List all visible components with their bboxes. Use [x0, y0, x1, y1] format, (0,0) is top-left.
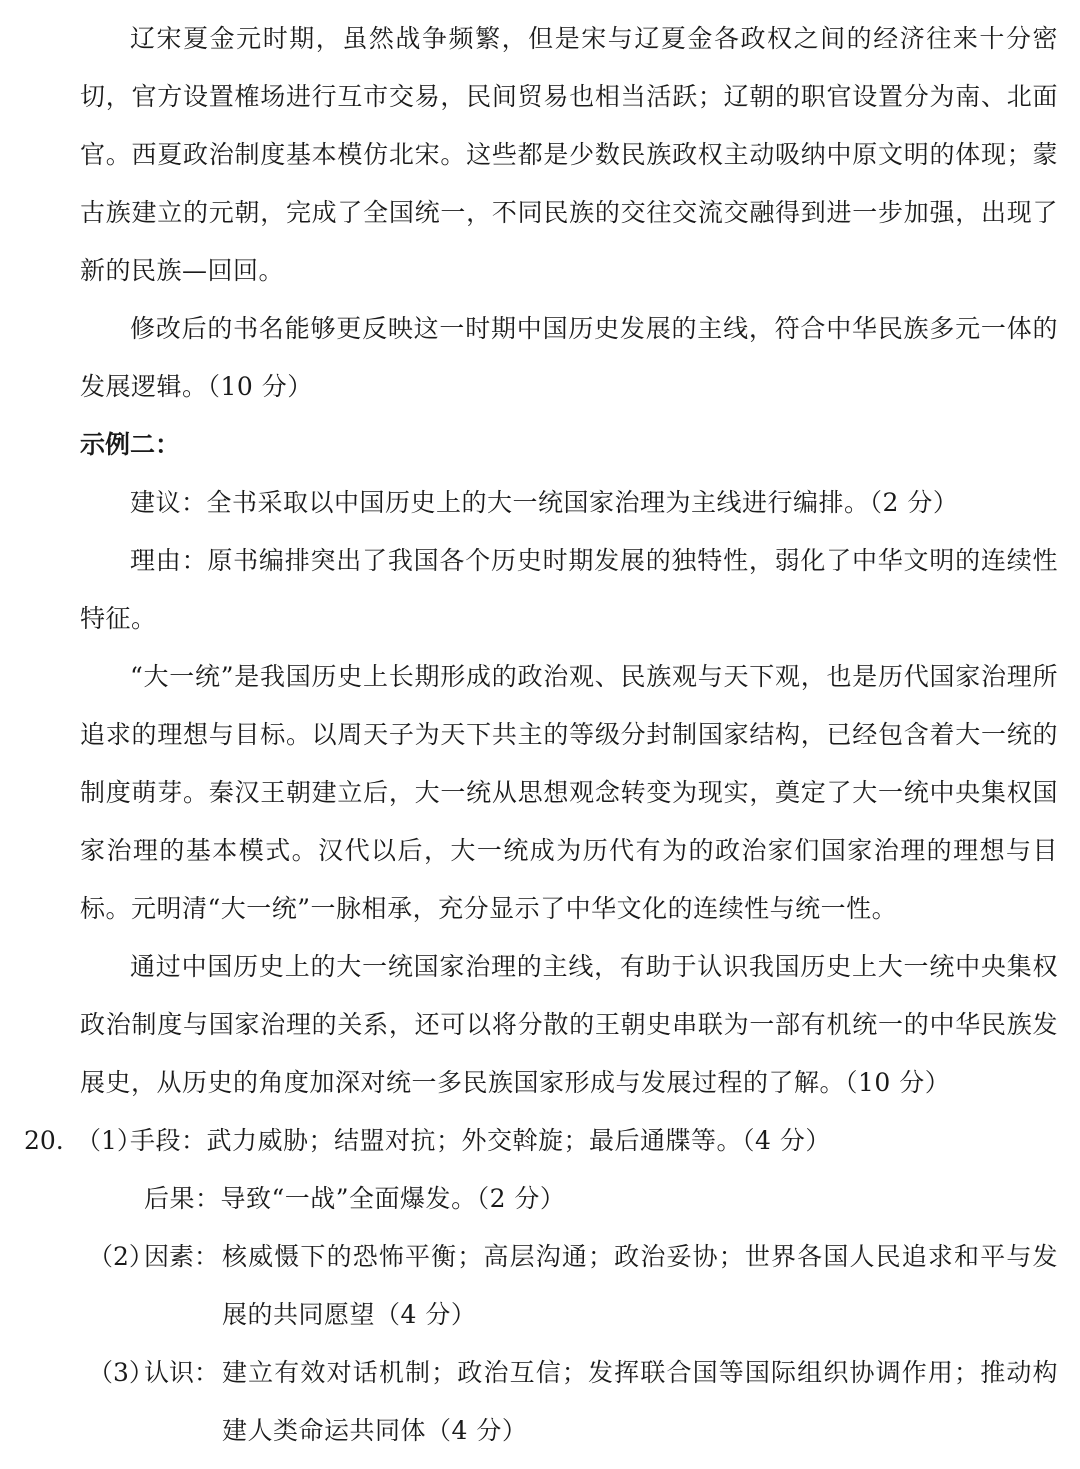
- question-number: 20.: [24, 1126, 64, 1155]
- part1-result: 后果：导致“一战”全面爆发。（2 分）: [144, 1184, 566, 1213]
- paragraph-suggestion: 建议：全书采取以中国历史上的大一统国家治理为主线进行编排。（2 分）: [130, 488, 959, 517]
- part3-head: 认识：: [144, 1358, 220, 1387]
- paragraph-grand-unification: “大一统”是我国历史上长期形成的政治观、民族观与天下观，也是历代国家治理所追求的理想与目标。以周天子为天下共主的等级分封制国家结构，已经包含着大一统的制度萌芽。秦汉王朝建立后，大一统从思想观念转变为现实，奠定了大一统中央集权国家治理的基本模式。汉代以后，大一统成为历代有为的政治家们国家治理的理想与目标。元明清“大一统”一脉相承，充分显示了中华文化的连续性与统一性。: [80, 662, 1058, 923]
- part3-text: 建立有效对话机制；政治互信；发挥联合国等国际组织协调作用；推动构建人类命运共同体（4 分）: [222, 1358, 1058, 1445]
- part2-text: 核威慑下的恐怖平衡；高层沟通；政治妥协；世界各国人民追求和平与发展的共同愿望（4 分）: [222, 1242, 1058, 1329]
- part1-label: （1）: [76, 1126, 142, 1155]
- paragraph-book-title-summary: 修改后的书名能够更反映这一时期中国历史发展的主线，符合中华民族多元一体的发展逻辑。（10 分）: [80, 314, 1058, 401]
- part2-label: （2）: [88, 1242, 154, 1271]
- part3-label: （3）: [88, 1358, 154, 1387]
- part2-head: 因素：: [144, 1242, 220, 1271]
- example-two-heading: 示例二：: [80, 430, 181, 459]
- paragraph-main-line: 通过中国历史上的大一统国家治理的主线，有助于认识我国历史上大一统中央集权政治制度与国家治理的关系，还可以将分散的王朝史串联为一部有机统一的中华民族发展史，从历史的角度加深对统一多民族国家形成与发展过程的了解。（10 分）: [80, 952, 1058, 1097]
- part1-text: 手段：武力威胁；结盟对抗；外交斡旋；最后通牒等。（4 分）: [130, 1126, 831, 1155]
- paragraph-liao-song: 辽宋夏金元时期，虽然战争频繁，但是宋与辽夏金各政权之间的经济往来十分密切，官方设置榷场进行互市交易，民间贸易也相当活跃；辽朝的职官设置分为南、北面官。西夏政治制度基本模仿北宋。这些都是少数民族政权主动吸纳中原文明的体现；蒙古族建立的元朝，完成了全国统一，不同民族的交往交流交融得到进一步加强，出现了新的民族—回回。: [80, 24, 1058, 285]
- paragraph-reason: 理由：原书编排突出了我国各个历史时期发展的独特性，弱化了中华文明的连续性特征。: [80, 546, 1058, 633]
